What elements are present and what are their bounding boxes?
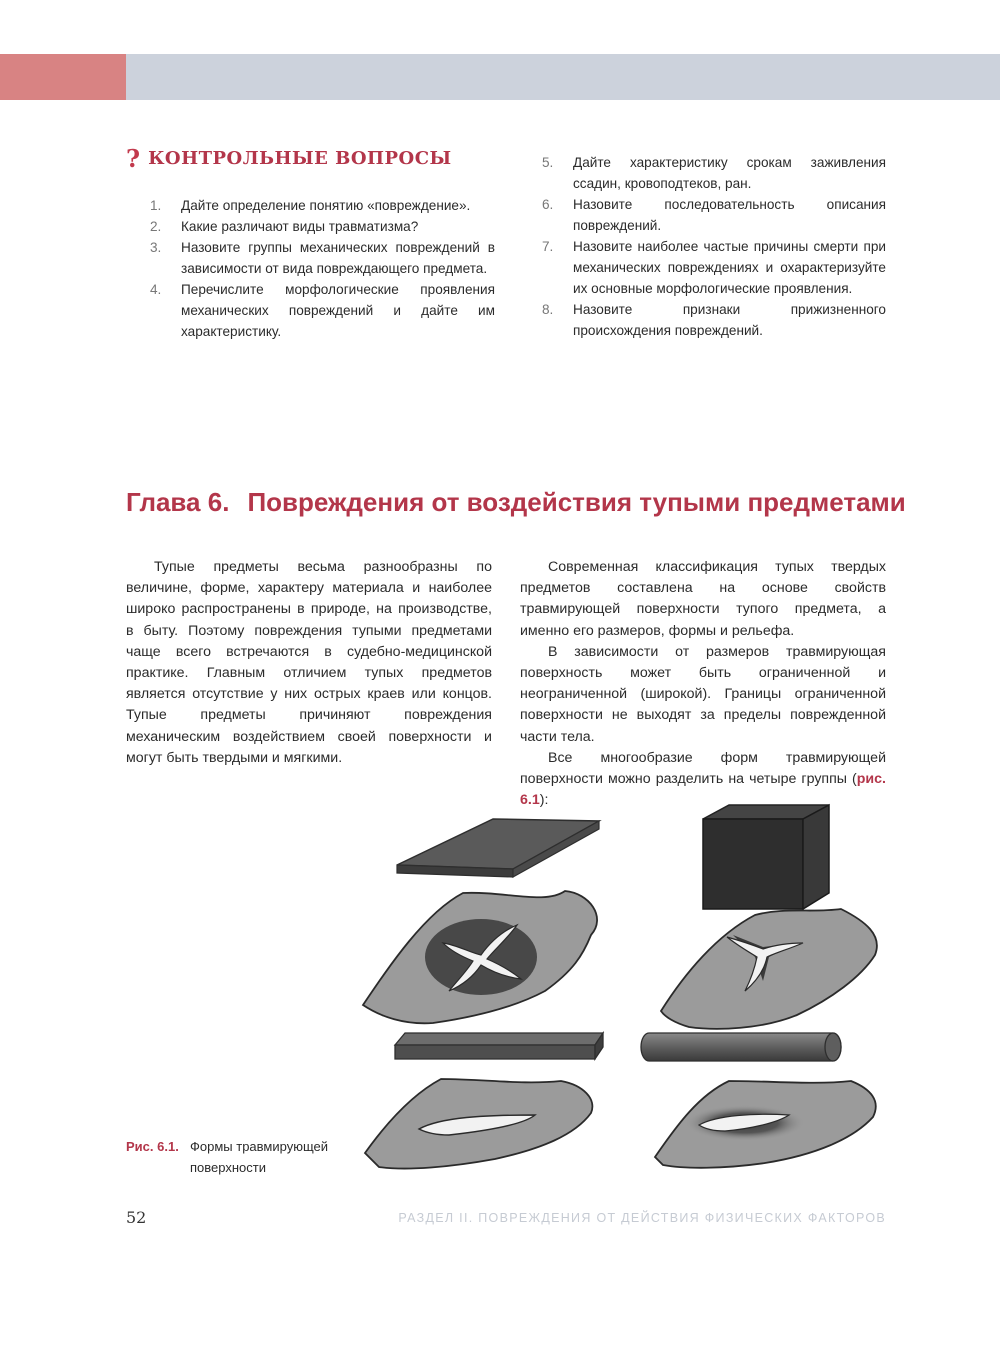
cube-front	[703, 819, 803, 909]
questions-list-left	[150, 195, 495, 342]
question-item: 3. Назовите группы механических повреждений в зависимости от вида повреждающего предмета.	[150, 240, 495, 276]
bar-top	[395, 1033, 603, 1045]
cube-panel	[661, 805, 877, 1029]
questions-list-right	[542, 152, 886, 341]
figure-label: Рис. 6.1.	[126, 1139, 179, 1154]
cylinder-body	[641, 1033, 841, 1061]
question-item: 6. Назовите последовательность описания повреждений.	[542, 197, 886, 233]
paragraph: Тупые предметы весьма разнообразны по величине, форме, характеру материала и наиболее широко распространены в природе, на производстве, в быту. Поэтому повреждения тупыми предметами чаще всего встречаются в судебно-медицинской практике. Главным отличием тупых предметов является отсутствие у них острых краев или концов. Тупые предметы причиняют повреждения механическим воздействием своей поверхности и могут быть твердыми и мягкими.	[126, 559, 492, 766]
cube-side	[803, 805, 829, 909]
question-item: 1. Дайте определение понятию «повреждение».	[150, 198, 471, 213]
question-item: 8. Назовите признаки прижизненного происхождения повреждений.	[542, 302, 886, 338]
question-item: 4. Перечислите морфологические проявления механических повреждений и дайте им характеристику.	[150, 282, 495, 339]
chapter-name: Повреждения от воздействия тупыми предметами	[247, 487, 906, 517]
question-item: 5. Дайте характеристику срокам заживления ссадин, кровоподтеков, ран.	[542, 155, 886, 191]
cylinder-panel	[641, 1033, 876, 1168]
figure-caption-text: Формы травмирующей поверхности	[190, 1139, 328, 1175]
question-item: 7. Назовите наиболее частые причины смерти при механических повреждениях и охарактеризуйте их основные морфологические проявления.	[542, 239, 886, 296]
question-mark-icon: ?	[126, 143, 141, 173]
figure-6-1	[345, 795, 885, 1185]
chapter-title	[126, 484, 926, 520]
header-band	[0, 54, 1000, 100]
cylinder-end	[825, 1033, 841, 1061]
control-questions-title: КОНТРОЛЬНЫЕ ВОПРОСЫ	[148, 147, 452, 169]
paragraph: Современная классификация тупых твердых предметов составлена на основе свойств травмирующей поверхности тупого предмета, а именно его размеров, формы и рельефа.	[520, 559, 886, 639]
bar-front	[395, 1045, 595, 1059]
skin-patch	[661, 909, 877, 1029]
running-head: РАЗДЕЛ II. ПОВРЕЖДЕНИЯ ОТ ДЕЙСТВИЯ ФИЗИЧЕСКИХ ФАКТОРОВ	[398, 1211, 886, 1225]
flat-plate-panel	[363, 819, 599, 1023]
body-column-left	[126, 557, 492, 769]
paragraph: В зависимости от размеров травмирующая поверхность может быть ограниченной и неограниченной (широкой). Границы ограниченной поверхности не выходят за пределы поврежденной части тела.	[520, 643, 886, 745]
paragraph: Все многообразие форм травмирующей поверхности можно разделить на четыре группы (рис. 6.1):	[520, 749, 886, 809]
rectangular-bar-panel	[365, 1033, 603, 1169]
chapter-number: Глава 6.	[126, 487, 230, 517]
question-item: 2. Какие различают виды травматизма?	[150, 219, 419, 234]
header-band-accent	[0, 54, 126, 100]
control-questions-header	[126, 144, 506, 172]
figure-reference-link[interactable]: рис. 6.1	[520, 771, 886, 809]
page-number: 52	[126, 1208, 147, 1227]
figure-illustration	[345, 795, 885, 1185]
body-column-right	[520, 557, 886, 811]
figure-caption	[126, 1136, 356, 1178]
